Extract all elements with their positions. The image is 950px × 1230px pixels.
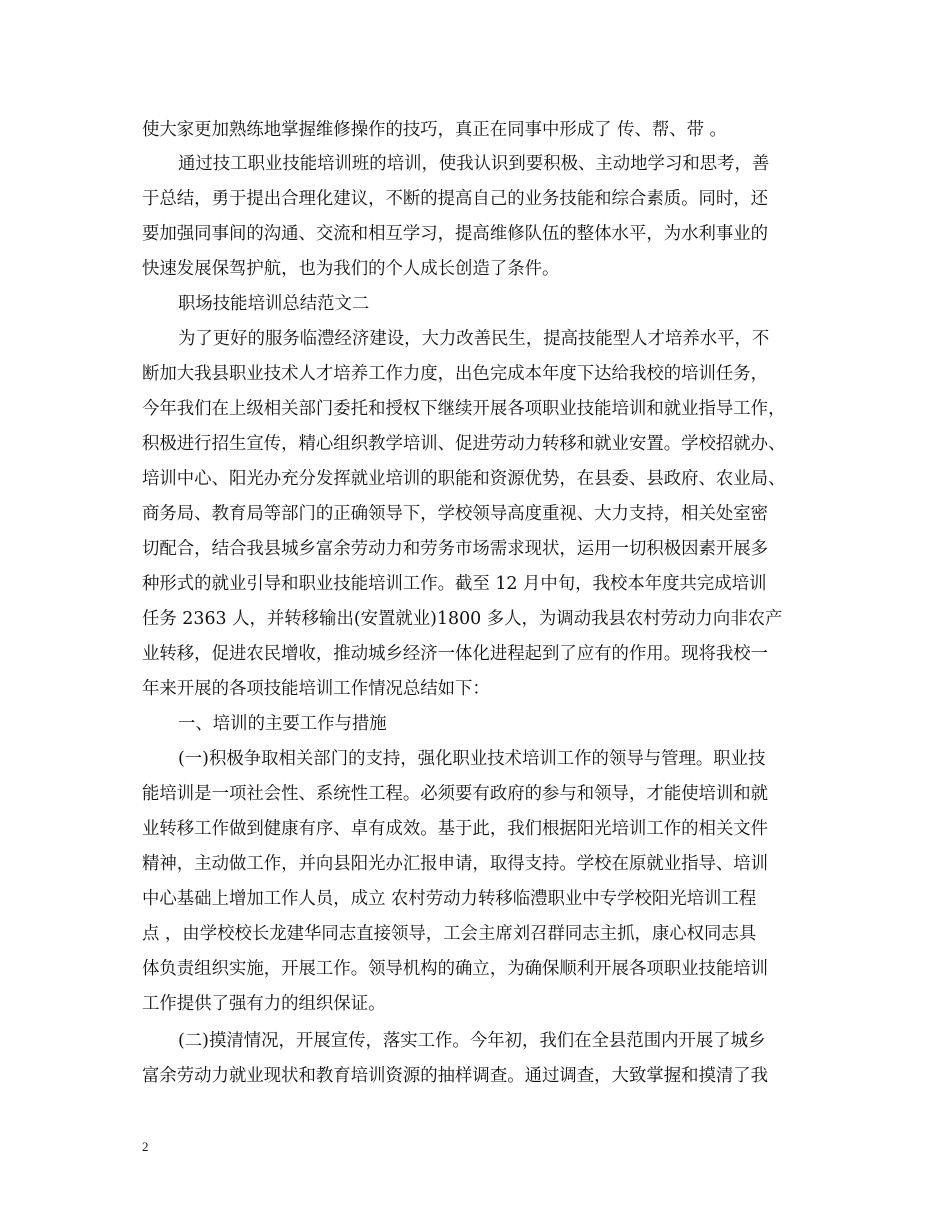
text-line: (一)积极争取相关部门的支持，强化职业技术培训工作的领导与管理。职业技 (178, 749, 766, 769)
text-line: 能培训是一项社会性、系统性工程。必须要有政府的参与和领导，才能使培训和就 (142, 784, 769, 804)
text-line: 切配合，结合我县城乡富余劳动力和劳务市场需求现状，运用一切积极因素开展多 (142, 539, 769, 559)
text-line: 要加强同事间的沟通、交流和相互学习，提高维修队伍的整体水平，为水利事业的 (142, 224, 769, 244)
text-line: 工作提供了强有力的组织保证。 (142, 994, 386, 1014)
text-line: 积极进行招生宣传，精心组织教学培训、促进劳动力转移和就业安置。学校招就办、 (142, 434, 786, 454)
text-line: 使大家更加熟练地掌握维修操作的技巧，真正在同事中形成了 传、帮、带 。 (142, 120, 727, 140)
text-line: 富余劳动力就业现状和教育培训资源的抽样调查。通过调查，大致掌握和摸清了我 (142, 1066, 769, 1086)
text-line: (二)摸清情况，开展宣传，落实工作。今年初，我们在全县范围内开展了城乡 (178, 1031, 766, 1051)
text-line: 快速发展保驾护航，也为我们的个人成长创造了条件。 (142, 259, 560, 279)
text-line: 今年我们在上级相关部门委托和授权下继续开展各项职业技能培训和就业指导工作， (142, 399, 786, 419)
text-line: 于总结，勇于提出合理化建议，不断的提高自己的业务技能和综合素质。同时，还 (142, 189, 769, 209)
text-line: 种形式的就业引导和职业技能培训工作。截至 12 月中旬，我校本年度共完成培训 (142, 574, 767, 594)
page-number: 2 (142, 1139, 149, 1154)
text-line: 培训中心、阳光办充分发挥就业培训的职能和资源优势，在县委、县政府、农业局、 (142, 469, 786, 489)
text-line: 体负责组织实施，开展工作。领导机构的确立，为确保顺利开展各项职业技能培训 (142, 959, 769, 979)
text-line: 通过技工职业技能培训班的培训，使我认识到要积极、主动地学习和思考，善 (178, 154, 770, 174)
section-heading: 一、培训的主要工作与措施 (178, 714, 387, 734)
text-line: 任务 2363 人，并转移输出(安置就业)1800 多人，为调动我县农村劳动力向非农产 (142, 609, 783, 629)
text-line: 中心基础上增加工作人员，成立 农村劳动力转移临澧职业中专学校阳光培训工程 (142, 889, 757, 909)
text-line: 业转移，促进农民增收，推动城乡经济一体化进程起到了应有的作用。现将我校一 (142, 644, 769, 664)
text-line: 年来开展的各项技能培训工作情况总结如下： (142, 679, 490, 699)
text-line: 断加大我县职业技术人才培养工作力度，出色完成本年度下达给我校的培训任务， (142, 364, 769, 384)
section-heading: 职场技能培训总结范文二 (178, 294, 370, 314)
text-line: 业转移工作做到健康有序、卓有成效。基于此，我们根据阳光培训工作的相关文件 (142, 819, 769, 839)
text-line: 精神，主动做工作，并向县阳光办汇报申请，取得支持。学校在原就业指导、培训 (142, 854, 769, 874)
text-line: 为了更好的服务临澧经济建设，大力改善民生，提高技能型人才培养水平，不 (178, 329, 770, 349)
text-line: 商务局、教育局等部门的正确领导下，学校领导高度重视、大力支持，相关处室密 (142, 504, 769, 524)
text-line: 点 ，由学校校长龙建华同志直接领导，工会主席刘召群同志主抓，康心权同志具 (142, 924, 757, 944)
